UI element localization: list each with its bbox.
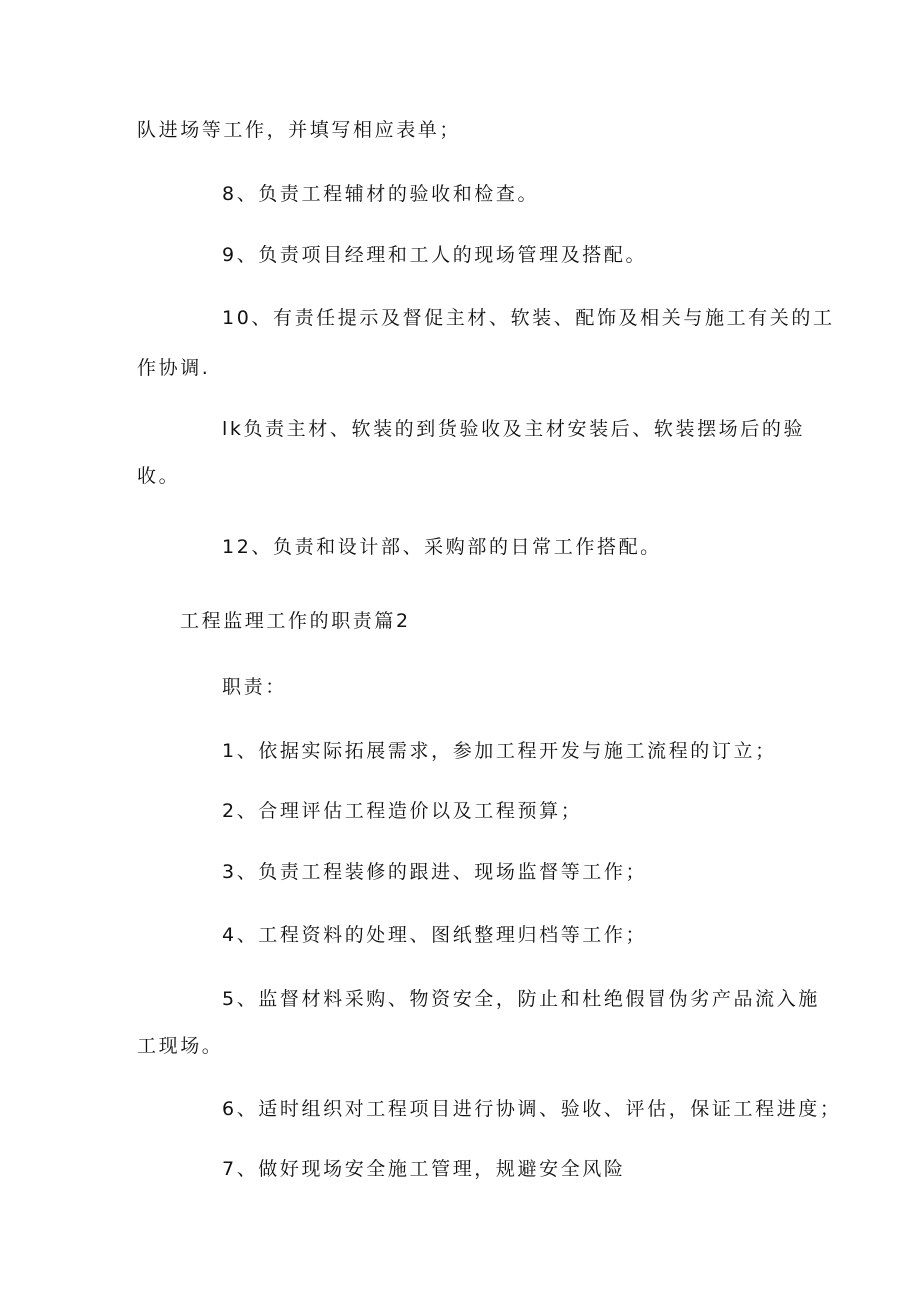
paragraph-line: lk负责主材、软装的到货验收及主材安装后、软装摆场后的验: [222, 418, 806, 440]
duties-label: 职责：: [222, 676, 287, 698]
section-title: 工程监理工作的职责篇2: [180, 610, 411, 632]
list-item: 1、依据实际拓展需求，参加工程开发与施工流程的订立；: [222, 740, 777, 762]
list-item: 5、监督材料采购、物资安全，防止和杜绝假冒伪劣产品流入施: [222, 988, 820, 1010]
paragraph-line: 12、负责和设计部、采购部的日常工作搭配。: [222, 536, 662, 558]
list-item: 6、适时组织对工程项目进行协调、验收、评估，保证工程进度；: [222, 1098, 842, 1120]
list-item: 4、工程资料的处理、图纸整理归档等工作；: [222, 924, 648, 946]
paragraph-line: 10、有责任提示及督促主材、软装、配饰及相关与施工有关的工: [222, 307, 835, 329]
paragraph-line: 队进场等工作，并填写相应表单；: [137, 119, 462, 141]
list-item: 工现场。: [137, 1035, 224, 1057]
list-item: 2、合理评估工程造价以及工程预算；: [222, 800, 583, 822]
list-item: 7、做好现场安全施工管理，规避安全风险: [222, 1158, 626, 1180]
paragraph-line: 8、负责工程辅材的验收和检查。: [222, 183, 540, 205]
paragraph-line: 收。: [137, 465, 181, 487]
paragraph-line: 9、负责项目经理和工人的现场管理及搭配。: [222, 244, 648, 266]
list-item: 3、负责工程装修的跟进、现场监督等工作；: [222, 861, 648, 883]
paragraph-line: 作协调.: [137, 357, 211, 379]
